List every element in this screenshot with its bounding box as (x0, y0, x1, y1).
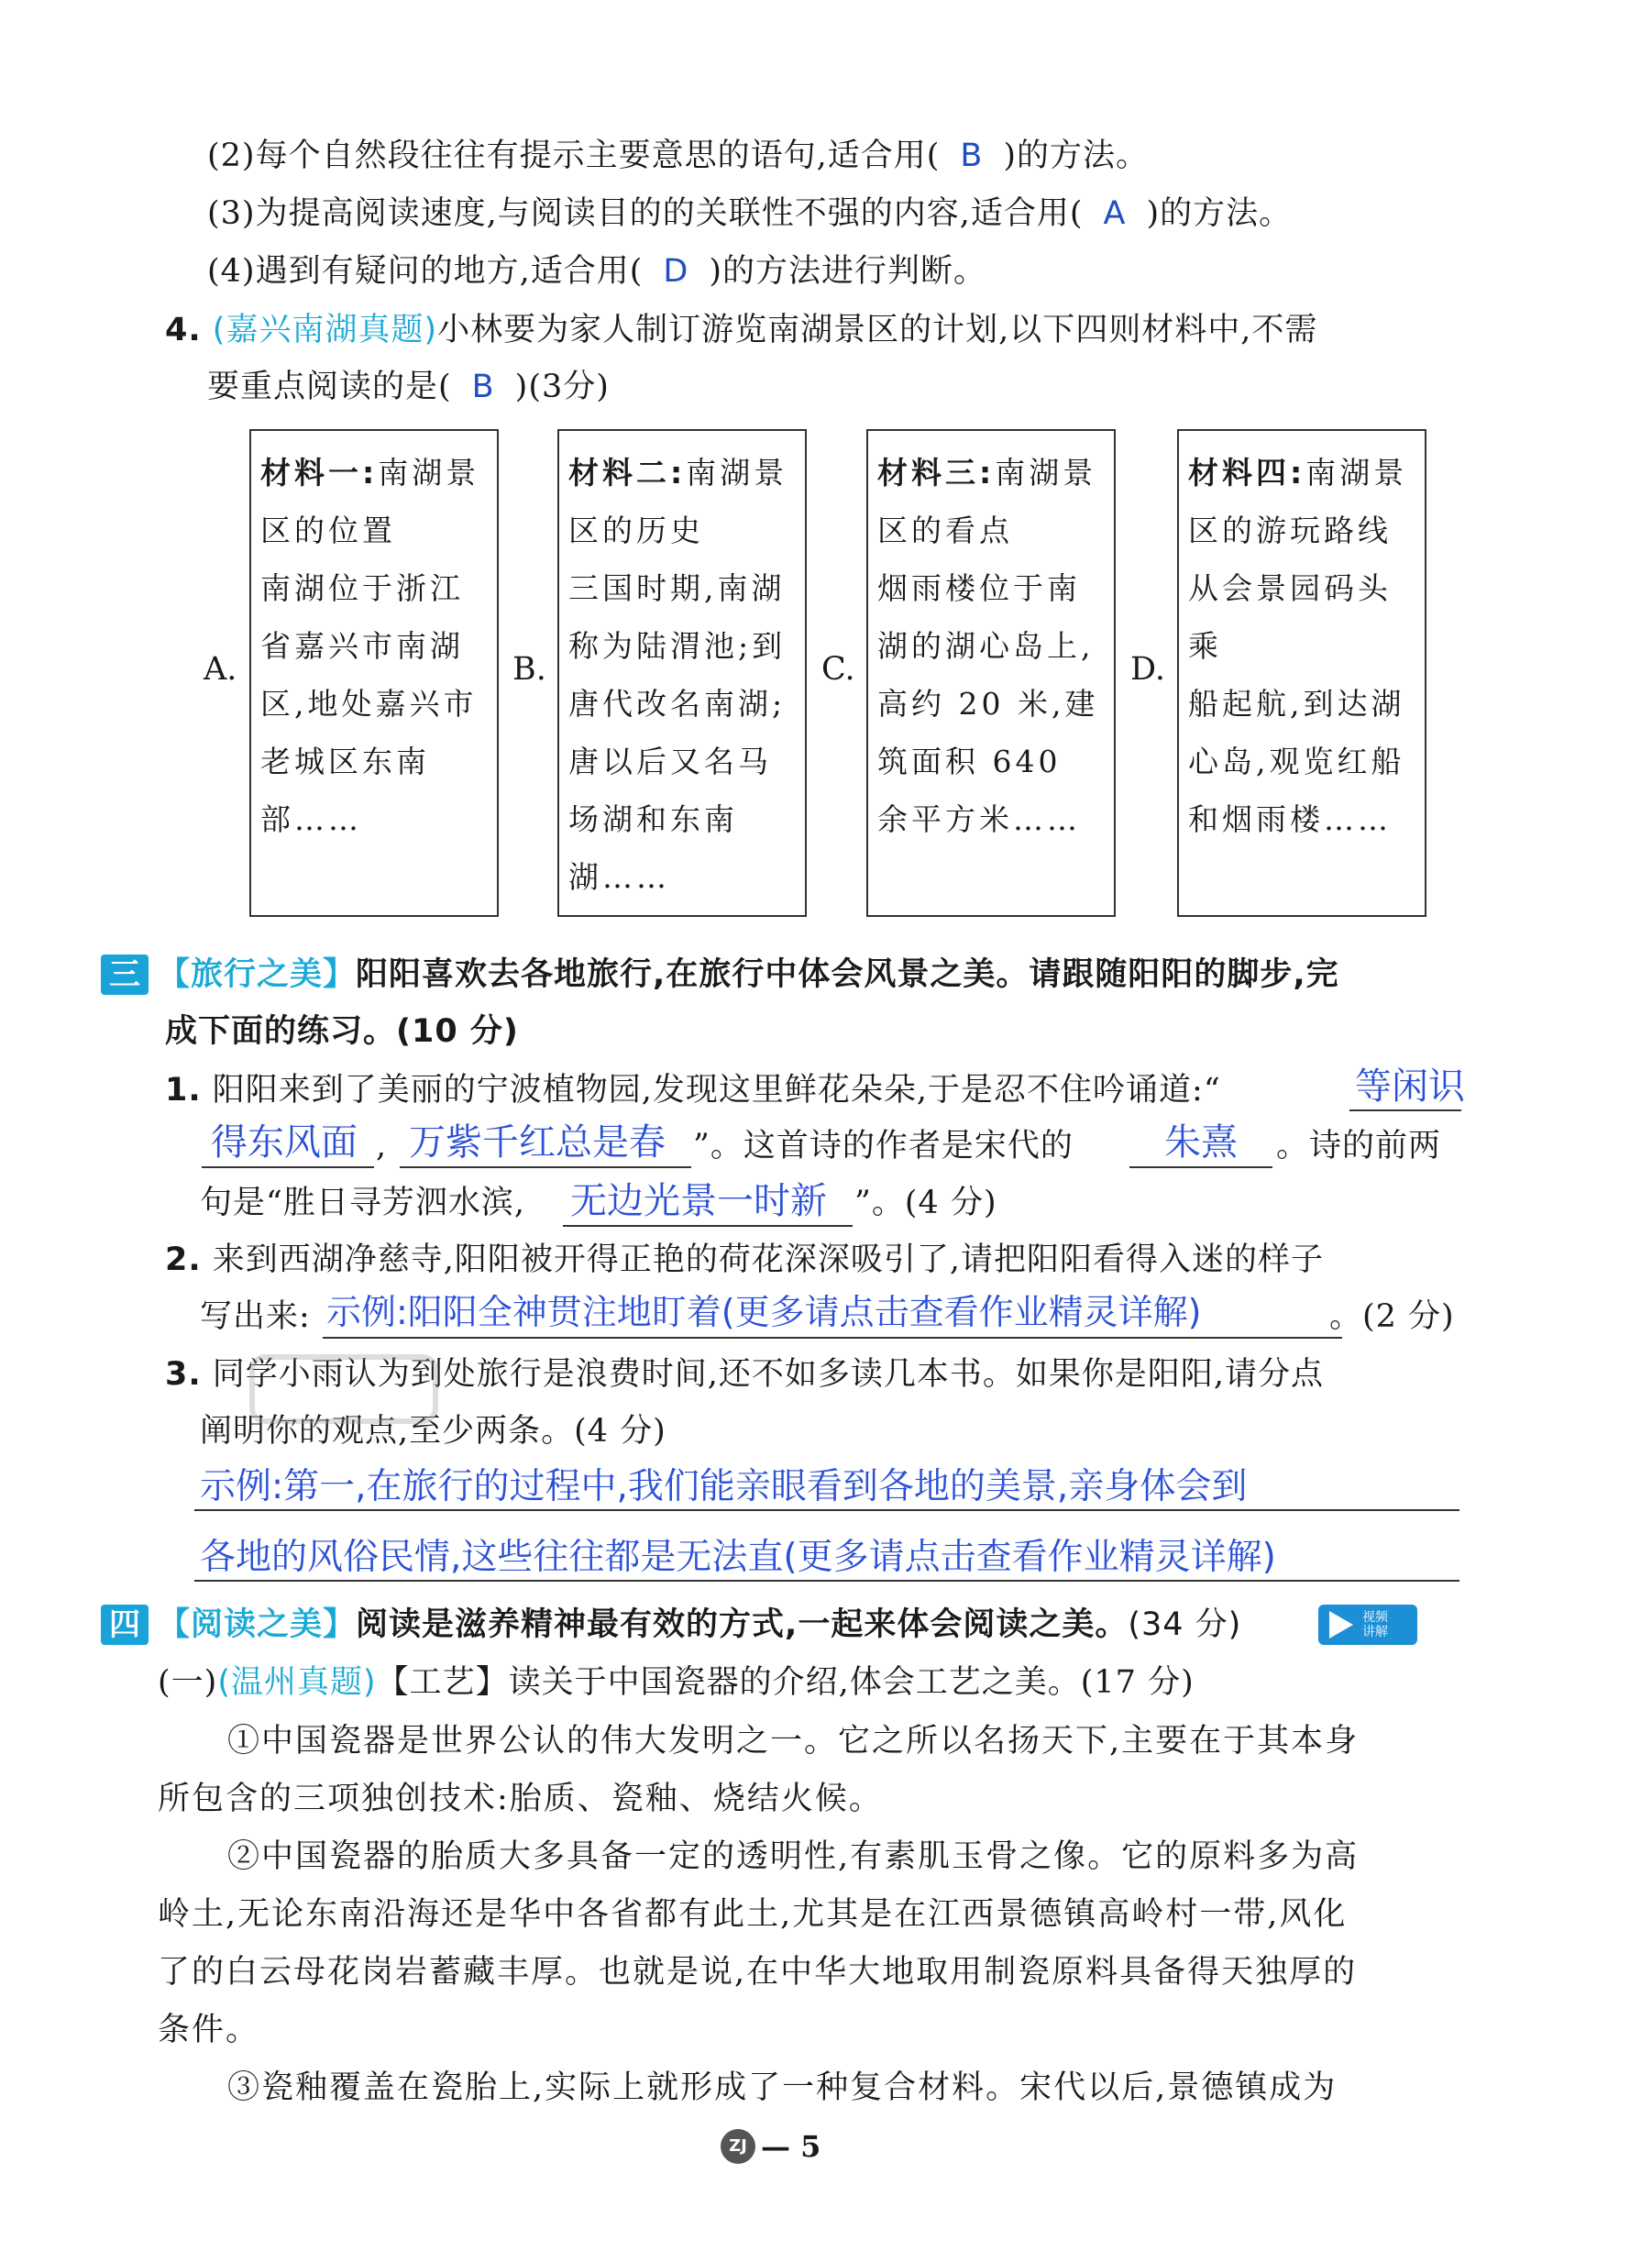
material-line: 称为陆渭池;到 (568, 628, 787, 664)
section-3-icon: 三 (101, 954, 149, 995)
material-line: 唐以后又名马 (568, 744, 772, 779)
section-title-text: 阳阳喜欢去各地旅行,在旅行中体会风景之美。请跟随阳阳的脚步,完 (356, 956, 1339, 993)
answer-underline (563, 1225, 853, 1227)
material-box-2 (557, 429, 807, 917)
handwritten-answer: 朱熹 (1164, 1121, 1238, 1164)
passage-line: 岭土,无论东南沿海还是华中各省都有此土,尤其是在江西景德镇高岭村一带,风化 (158, 1896, 1348, 1933)
watermark-logo (248, 1348, 449, 1430)
video-explain-button[interactable] (1318, 1605, 1417, 1645)
material-line: 部…… (260, 801, 362, 837)
material-line: 余平方米…… (877, 801, 1081, 837)
score: 。(2 分) (1329, 1298, 1455, 1335)
question-text: 阐明你的观点,至少两条。(4 分) (200, 1413, 666, 1450)
q-sub-3 (207, 193, 1292, 234)
question-text: ”。这首诗的作者是宋代的 (693, 1128, 1074, 1164)
material-line: 筑面积 640 (877, 744, 1062, 779)
passage-line: ②中国瓷器的胎质大多具备一定的透明性,有素肌玉骨之像。它的原料多为高 (227, 1838, 1360, 1875)
question-text: 写出来: (200, 1298, 311, 1335)
option-letter-d: D. (1130, 651, 1165, 688)
material-line: 心岛,观览红船 (1188, 744, 1405, 779)
handwritten-answer: 各地的风俗民情,这些往往都是无法直(更多请点击查看作业精灵详解) (200, 1537, 1276, 1578)
q-sub-4-text: (4)遇到有疑问的地方,适合用( (207, 253, 644, 290)
page-number: — 5 (761, 2129, 821, 2164)
section-title-text-2: 成下面的练习。(10 分) (165, 1013, 519, 1050)
handwritten-answer: 得东风面 (211, 1121, 358, 1164)
section-tag: 【阅读之美】 (158, 1606, 357, 1643)
material-box-4 (1177, 429, 1426, 917)
material-title: 材料四: (1188, 455, 1306, 491)
material-line: 南湖景 (1305, 455, 1408, 491)
section-4-icon: 四 (101, 1605, 149, 1645)
score: (34 分) (1128, 1606, 1242, 1643)
material-line: 高约 20 米,建 (877, 686, 1099, 722)
material-line: 南湖景 (995, 455, 1097, 491)
material-line: 省嘉兴市南湖 (260, 628, 464, 664)
question-4-line2 (207, 367, 610, 407)
question-text: 句是“胜日寻芳泗水滨, (200, 1185, 526, 1221)
play-icon (1329, 1611, 1353, 1639)
source-tag: (嘉兴南湖真题) (212, 312, 438, 348)
subsection-text: 【工艺】读关于中国瓷器的介绍,体会工艺之美。(17 分) (376, 1664, 1195, 1701)
material-line: 南湖景 (378, 455, 480, 491)
answer-b: B (471, 369, 495, 405)
material-line: 三国时期,南湖 (568, 570, 786, 606)
question-number: 1. (165, 1072, 202, 1109)
passage-line: ③瓷釉覆盖在瓷胎上,实际上就形成了一种复合材料。宋代以后,景德镇成为 (227, 2069, 1338, 2106)
passage-line: ①中国瓷器是世界公认的伟大发明之一。它之所以名扬天下,主要在于其本身 (227, 1723, 1360, 1760)
section-4-title (158, 1605, 1241, 1645)
question-text: 阳阳来到了美丽的宁波植物园,发现这里鲜花朵朵,于是忍不住吟诵道:“ (212, 1072, 1221, 1109)
material-line: 南湖位于浙江 (260, 570, 464, 606)
q-sub-2-text: (2)每个自然段往往有提示主要意思的语句,适合用( (207, 138, 941, 174)
passage-line: 条件。 (158, 2012, 260, 2048)
material-line: 唐代改名南湖; (568, 686, 787, 722)
answer-underline (1349, 1109, 1461, 1111)
section-tag: 【旅行之美】 (158, 956, 357, 993)
material-box-3 (866, 429, 1116, 917)
q-sub-3-end: )的方法。 (1146, 195, 1293, 232)
question-number: 2. (165, 1241, 202, 1278)
question-text-2: 要重点阅读的是( (207, 369, 452, 405)
option-letter-b: B. (512, 651, 546, 688)
q-sub-4-end: )的方法进行判断。 (709, 253, 986, 290)
answer-underline (202, 1166, 374, 1168)
score: )(3分) (514, 369, 610, 405)
material-line: 从会景园码头乘 (1188, 570, 1392, 664)
material-title: 材料一: (260, 455, 379, 491)
answer-underline (400, 1166, 691, 1168)
answer-d: D (663, 253, 689, 290)
material-line: 老城区东南 (260, 744, 430, 779)
answer-underline (194, 1509, 1459, 1511)
passage-line: 了的白云母花岗岩蓄藏丰厚。也就是说,在中华大地取用制瓷原料具备得天独厚的 (158, 1954, 1358, 1991)
handwritten-answer: 等闲识 (1355, 1065, 1465, 1108)
answer-underline (194, 1580, 1459, 1582)
answer-b: B (960, 138, 984, 174)
section-3-title-2 (165, 1011, 519, 1052)
material-line: 区的历史 (568, 513, 704, 548)
answer-a: A (1103, 195, 1127, 232)
option-letter-c: C. (821, 651, 855, 688)
publisher-logo: ZJ (721, 2129, 755, 2164)
q-sub-2-end: )的方法。 (1003, 138, 1150, 174)
material-line: 区的游玩路线 (1188, 513, 1392, 548)
q-sub-2 (207, 136, 1149, 176)
material-line: 船起航,到达湖 (1188, 686, 1405, 722)
answer-underline (1129, 1166, 1272, 1168)
material-line: 场湖和东南 (568, 801, 738, 837)
handwritten-answer: 无边光景一时新 (570, 1180, 827, 1222)
passage-line: 所包含的三项独创技术:胎质、瓷釉、烧结火候。 (158, 1781, 883, 1817)
material-line: 区的位置 (260, 513, 396, 548)
section-3-title (158, 954, 1339, 995)
material-line: 南湖景 (686, 455, 788, 491)
material-line: 湖的湖心岛上, (877, 628, 1095, 664)
question-text: 来到西湖净慈寺,阳阳被开得正艳的荷花深深吸引了,请把阳阳看得入迷的样子 (212, 1241, 1325, 1278)
material-title: 材料二: (568, 455, 687, 491)
material-title: 材料三: (877, 455, 996, 491)
comma: , (376, 1128, 388, 1164)
handwritten-answer: 示例:第一,在旅行的过程中,我们能亲眼看到各地的美景,亲身体会到 (200, 1466, 1248, 1507)
material-line: 区的看点 (877, 513, 1013, 548)
video-label: 视频 讲解 (1362, 1610, 1388, 1639)
question-text: 小林要为家人制订游览南湖景区的计划,以下四则材料中,不需 (437, 312, 1318, 348)
section-title-text: 阅读是滋养精神最有效的方式,一起来体会阅读之美。 (356, 1606, 1129, 1643)
question-number: 4. (165, 312, 202, 348)
handwritten-answer: 示例:阳阳全神贯注地盯着(更多请点击查看作业精灵详解) (326, 1292, 1202, 1332)
score: ”。(4 分) (854, 1185, 997, 1221)
watermark (248, 1348, 449, 1451)
q-sub-3-text: (3)为提高阅读速度,与阅读目的的关联性不强的内容,适合用( (207, 195, 1084, 232)
s3-question-1 (165, 1070, 1221, 1110)
subsection-number: (一) (158, 1664, 218, 1701)
question-text: 同学小雨认为到处旅行是浪费时间,还不如多读几本书。如果你是阳阳,请分点 (212, 1356, 1325, 1393)
source-tag: (温州真题) (217, 1664, 377, 1701)
q-sub-4 (207, 251, 986, 292)
option-letter-a: A. (204, 651, 237, 688)
handwritten-answer: 万紫千红总是春 (409, 1121, 666, 1164)
material-line: 区,地处嘉兴市 (260, 686, 478, 722)
question-text: 。诗的前两 (1276, 1128, 1442, 1164)
material-box-1 (249, 429, 499, 917)
s3-question-2 (165, 1240, 1324, 1280)
material-line: 湖…… (568, 859, 670, 895)
subsection-heading (158, 1662, 1195, 1703)
answer-underline (323, 1337, 1342, 1339)
question-number: 3. (165, 1356, 202, 1393)
question-4 (165, 310, 1317, 350)
material-line: 烟雨楼位于南 (877, 570, 1081, 606)
material-line: 和烟雨楼…… (1188, 801, 1392, 837)
